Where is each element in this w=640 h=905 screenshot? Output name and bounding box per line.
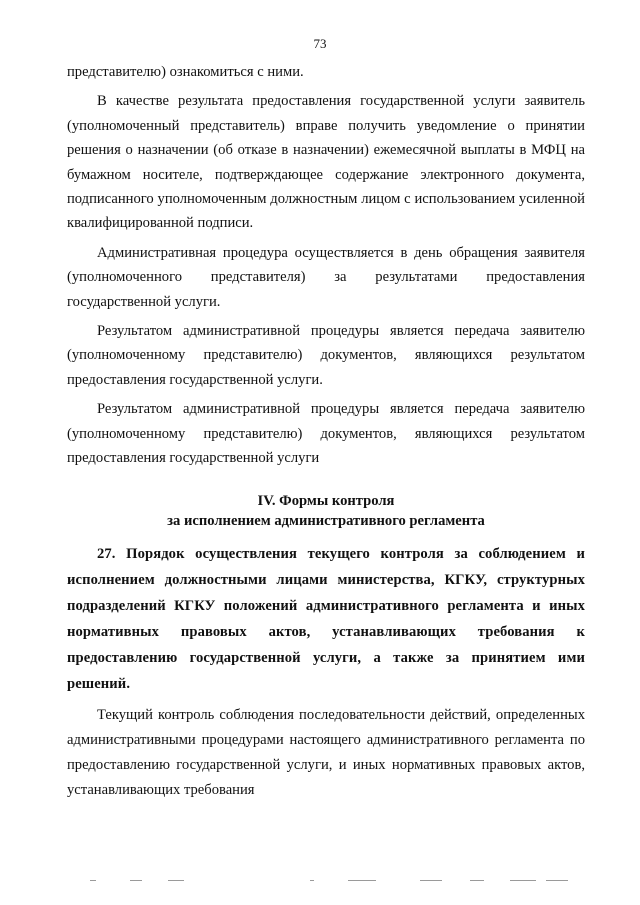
paragraph-procedure-day: Административная процедура осуществляется в день обращения заявителя (уполномоченного представителя) за результатами предоставления государственной услуги. — [67, 244, 585, 310]
paragraph-procedure-result-1: Результатом административной процедуры является передача заявителю (уполномоченному представителю) документов, являющихся результатом предоставления государственной услуги. — [67, 323, 585, 388]
document-body — [67, 60, 585, 803]
section-heading-line-2: за исполнением административного регламента — [167, 512, 485, 529]
paragraph-continued: представителю) ознакомиться с ними. — [67, 64, 304, 80]
paragraph-result-notification: В качестве результата предоставления государственной услуги заявитель (уполномоченный представитель) вправе получить уведомление о принятии решения о назначении (об отказе в назначении) ежемесячной выплаты в МФЦ на бумажном носителе, подтверждающее содержание электронного документа, подписанного уполномоченным должностным лицом с использованием усиленной квалифицированной подписи. — [67, 93, 585, 232]
section-heading — [67, 491, 585, 531]
page-number: 73 — [313, 36, 327, 51]
paragraph-procedure-result-2: Результатом административной процедуры является передача заявителю (уполномоченному представителю) документов, являющихся результатом предоставления государственной услуги — [67, 401, 585, 467]
section-heading-line-1: IV. Формы контроля — [257, 492, 395, 509]
clause-27: 27. Порядок осуществления текущего контроля за соблюдением и исполнением должностными лицами министерства, КГКУ, структурных подразделений КГКУ положений административного регламента и иных нормативных правовых актов, устанавливающих требования к предоставлению государственной услуги, а также за принятием ими решений. — [67, 545, 585, 692]
scan-artifact-line — [90, 878, 570, 884]
paragraph-current-control: Текущий контроль соблюдения последовательности действий, определенных административными процедурами настоящего административного регламента по предоставлению государственной услуги, и иных нормативных правовых актов, устанавливающих требования — [67, 706, 585, 798]
